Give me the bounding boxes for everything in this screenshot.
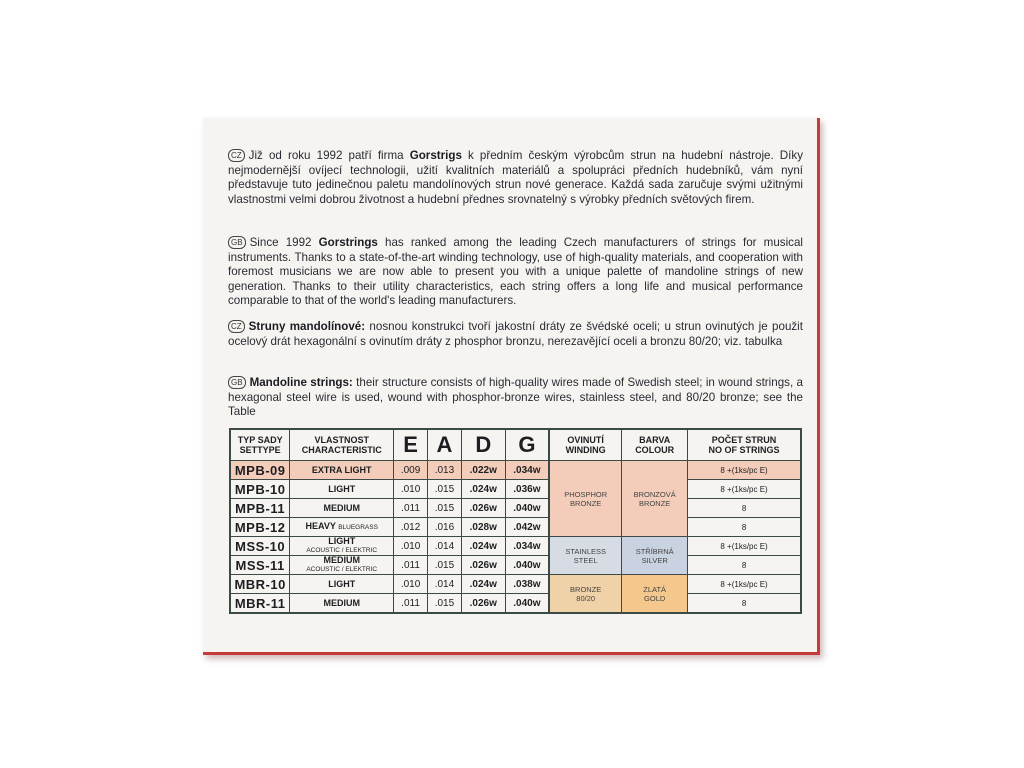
winding-stainless-steel: STAINLESS STEEL	[549, 537, 622, 575]
set-code: MSS-11	[230, 556, 290, 575]
gauge-a: .015	[427, 594, 461, 614]
brand-name: Gorstrigs	[409, 149, 462, 162]
string-count: 8	[688, 556, 801, 575]
characteristic: MEDIUM ACOUSTIC / ELEKTRIC	[290, 556, 394, 575]
header-e: E	[394, 429, 428, 461]
set-code: MPB-12	[230, 518, 290, 537]
set-code: MBR-11	[230, 594, 290, 614]
gauge-g: .034w	[505, 537, 549, 556]
gauge-g: .038w	[505, 575, 549, 594]
section-heading: Struny mandolínové:	[248, 320, 366, 333]
paragraph-gb-intro	[228, 236, 803, 309]
set-code: MSS-10	[230, 537, 290, 556]
header-settype: TYP SADY SETTYPE	[230, 429, 290, 461]
gauge-d: .026w	[461, 556, 505, 575]
lang-badge-cz: CZ	[228, 149, 245, 162]
characteristic: HEAVY BLUEGRASS	[290, 518, 394, 537]
gauge-g: .036w	[505, 480, 549, 499]
lang-badge-gb: GB	[228, 236, 246, 249]
para-text: has ranked among the leading Czech manufacturers of strings for musical instruments. Thanks to a state-of-the-art winding technology, use of high-quality materials, and cooperation with foremost musicians we are now able to present you with a unique palette of mandoline strings of new generation. Thanks to their utility characteristics, each string offers a long life and musical performance comparable to that of the world's leading manufacturers.	[228, 236, 803, 308]
gauge-g: .040w	[505, 499, 549, 518]
paragraph-cz-intro	[228, 149, 803, 207]
header-a: A	[427, 429, 461, 461]
colour-silver: STŘÍBRNÁ SILVER	[622, 537, 688, 575]
gauge-a: .015	[427, 499, 461, 518]
gauge-d: .024w	[461, 480, 505, 499]
string-count: 8	[688, 594, 801, 614]
header-count: POČET STRUN NO OF STRINGS	[688, 429, 801, 461]
set-code: MPB-11	[230, 499, 290, 518]
lang-badge-gb: GB	[228, 376, 246, 389]
string-count: 8 +(1ks/pc E)	[688, 480, 801, 499]
lang-badge-cz: CZ	[228, 320, 245, 333]
string-count: 8 +(1ks/pc E)	[688, 575, 801, 594]
string-spec-table	[229, 428, 802, 614]
set-code: MBR-10	[230, 575, 290, 594]
gauge-e: .011	[394, 556, 428, 575]
characteristic: LIGHT ACOUSTIC / ELEKTRIC	[290, 537, 394, 556]
paragraph-gb-strings	[228, 376, 803, 420]
string-count: 8 +(1ks/pc E)	[688, 461, 801, 480]
gauge-e: .010	[394, 575, 428, 594]
gauge-d: .022w	[461, 461, 505, 480]
header-g: G	[505, 429, 549, 461]
colour-gold: ZLATÁ GOLD	[622, 575, 688, 614]
gauge-g: .040w	[505, 556, 549, 575]
section-heading: Mandoline strings:	[249, 376, 353, 389]
para-text: their structure consists of high-quality wires made of Swedish steel; in wound strings, a hexagonal steel wire is used, wound with phosphor-bronze wires, stainless steel, and 80/20 bronze; see the Table	[228, 376, 803, 419]
set-code: MPB-09	[230, 461, 290, 480]
gauge-e: .009	[394, 461, 428, 480]
gauge-e: .011	[394, 499, 428, 518]
gauge-g: .040w	[505, 594, 549, 614]
para-text: Since 1992	[249, 236, 319, 249]
gauge-a: .014	[427, 575, 461, 594]
gauge-e: .012	[394, 518, 428, 537]
table-row	[230, 575, 801, 594]
string-count: 8	[688, 499, 801, 518]
gauge-e: .011	[394, 594, 428, 614]
table-row	[230, 499, 801, 518]
header-d: D	[461, 429, 505, 461]
gauge-d: .026w	[461, 594, 505, 614]
table-row	[230, 594, 801, 614]
paragraph-cz-strings	[228, 320, 803, 349]
gauge-d: .024w	[461, 537, 505, 556]
table-header-row	[230, 429, 801, 461]
table-row	[230, 518, 801, 537]
brand-name: Gorstrings	[318, 236, 378, 249]
para-text: k předním českým výrobcům strun na hudební nástroje. Díky nejmodernější ovíjecí technologii, užití kvalitních materiálů a spolupráci předních hudebníků, vám nyní představuje tuto jedinečnou paletu mandolínových strun nové generace. Každá sada zaručuje svými užitnými vlastnostmi velmi dobrou životnost a hudební přednes srovnatelný s výrobky předních světových firem.	[228, 149, 803, 206]
characteristic: EXTRA LIGHT	[290, 461, 394, 480]
characteristic: MEDIUM	[290, 594, 394, 614]
table-row	[230, 537, 801, 556]
gauge-a: .014	[427, 537, 461, 556]
gauge-a: .016	[427, 518, 461, 537]
para-text: nosnou konstrukci tvoří jakostní dráty ze švédské oceli; u strun ovinutých je použit ocelový drát hexagonální s ovinutím dráty z phosphor bronzu, nerezavějící oceli a bronzu 80/20; viz. tabulka	[228, 320, 803, 348]
gauge-d: .026w	[461, 499, 505, 518]
gauge-a: .015	[427, 556, 461, 575]
header-characteristic: VLASTNOST CHARACTERISTIC	[290, 429, 394, 461]
characteristic: LIGHT	[290, 575, 394, 594]
gauge-d: .024w	[461, 575, 505, 594]
winding-bronze-8020: BRONZE 80/20	[549, 575, 622, 614]
table-row	[230, 480, 801, 499]
para-text: Již od roku 1992 patří firma	[248, 149, 410, 162]
characteristic: LIGHT	[290, 480, 394, 499]
table-row	[230, 556, 801, 575]
gauge-g: .034w	[505, 461, 549, 480]
gauge-e: .010	[394, 537, 428, 556]
gauge-a: .015	[427, 480, 461, 499]
string-count: 8 +(1ks/pc E)	[688, 537, 801, 556]
gauge-d: .028w	[461, 518, 505, 537]
gauge-e: .010	[394, 480, 428, 499]
leaflet-sheet	[203, 118, 820, 655]
gauge-g: .042w	[505, 518, 549, 537]
gauge-a: .013	[427, 461, 461, 480]
header-colour: BARVA COLOUR	[622, 429, 688, 461]
colour-bronze: BRONZOVÁ BRONZE	[622, 461, 688, 537]
header-winding: OVINUTÍ WINDING	[549, 429, 622, 461]
set-code: MPB-10	[230, 480, 290, 499]
winding-phosphor-bronze: PHOSPHOR BRONZE	[549, 461, 622, 537]
characteristic: MEDIUM	[290, 499, 394, 518]
table-row	[230, 461, 801, 480]
string-count: 8	[688, 518, 801, 537]
